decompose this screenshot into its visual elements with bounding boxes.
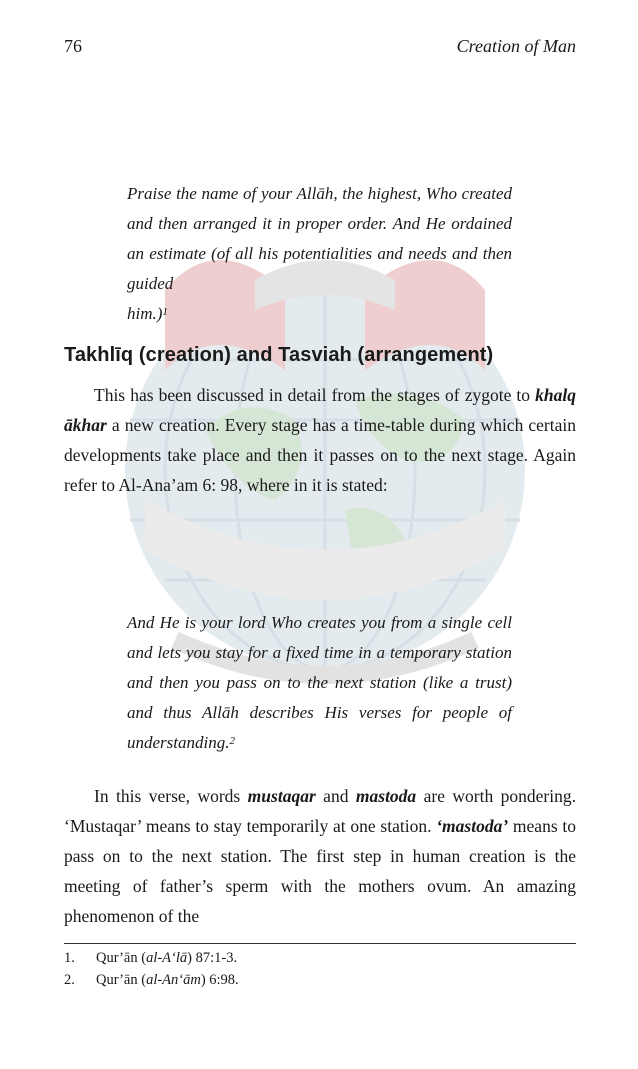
quote-line: the next station (like a trust) and thus Allāh: [127, 673, 512, 722]
footnote-item: 2. Qur’ān (al-An‘ām) 6:98.: [64, 972, 239, 988]
quote-line: Who created and then arranged it in proper: [127, 184, 512, 233]
term-mustaqar: mustaqar: [247, 786, 316, 806]
paragraph-2: In this verse, words mustaqar and mastoda are worth pondering. ‘Mustaqar’ means to stay temporarily at one station. ‘mastoda’ means to pass on to the next station. The first step in human creation is the meeting of father’s sperm with the mothers ovum. An amazing phenomenon of the: [64, 786, 577, 926]
page-number: 76: [64, 36, 82, 56]
verse-quote-1: [127, 179, 512, 329]
quote-line: Praise the name of your Allāh, the highest,: [127, 184, 426, 203]
footnote-ref[interactable]: 2: [229, 735, 235, 747]
quote-line: him.): [127, 304, 163, 323]
quote-line: his potentialities and needs and then guided: [127, 244, 512, 293]
paragraph-1: This has been discussed in detail from the stages of zygote to khalq ākhar a new creation. Every stage has a time-table during which certain developments take place and then it passes on to the next stage. Again refer to Al-Ana’am 6: 98, where in it is stated:: [64, 385, 576, 495]
footnote-ref[interactable]: 1: [162, 306, 168, 318]
quote-line: single cell and lets you stay for a fixed time in: [127, 613, 512, 662]
page-header: [64, 36, 576, 60]
verse-quote-2: [127, 608, 512, 758]
quote-line: order. And He ordained an estimate (of all: [127, 214, 512, 263]
quote-line: describes His verses for people of: [249, 703, 512, 722]
quote-line: And He is your lord Who creates you from a: [127, 613, 442, 632]
quote-line: understanding.: [127, 733, 230, 752]
running-title: Creation of Man: [456, 36, 576, 56]
section-heading: Takhlīq (creation) and Tasviah (arrangement): [64, 344, 494, 366]
footnote-divider: [64, 943, 576, 944]
term-khalq-akhar: khalq ākhar: [64, 385, 576, 435]
term-mastoda-quoted: ‘mastoda’: [436, 816, 509, 836]
quote-line: a temporary station and then you pass on to: [127, 643, 512, 692]
footnotes: [64, 947, 576, 991]
term-mastoda: mastoda: [355, 786, 417, 806]
footnote-item: 1. Qur’ān (al-A‘lā) 87:1-3.: [64, 950, 238, 966]
